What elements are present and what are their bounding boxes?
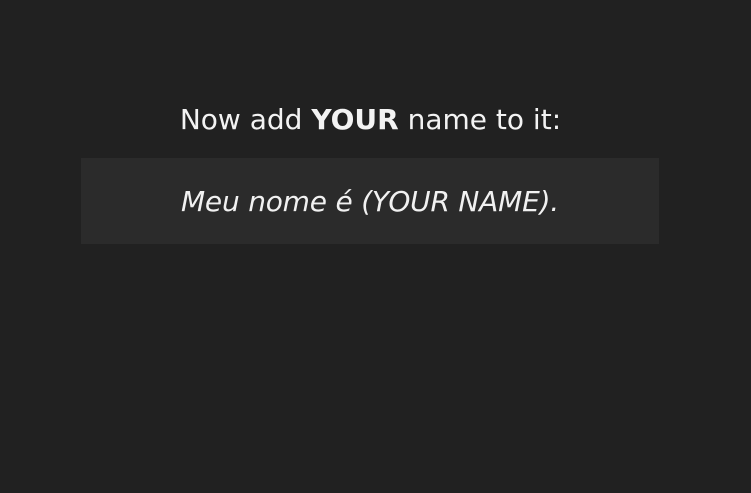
sentence-box bbox=[81, 158, 659, 244]
instruction-text bbox=[0, 100, 741, 140]
instruction-suffix: name to it: bbox=[398, 103, 562, 136]
instruction-emphasis: YOUR bbox=[311, 103, 399, 136]
sentence-text: Meu nome é (YOUR NAME). bbox=[180, 184, 560, 218]
instruction-prefix: Now add bbox=[179, 103, 312, 136]
